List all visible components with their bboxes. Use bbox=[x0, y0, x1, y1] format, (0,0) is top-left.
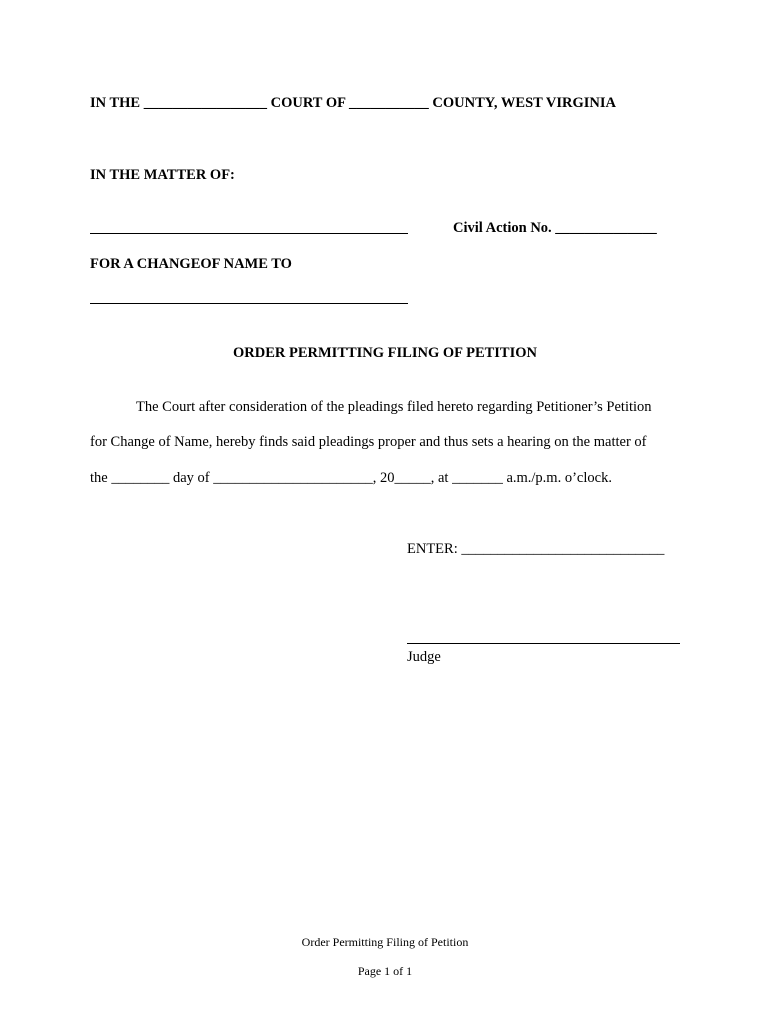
body-line-1: The Court after consideration of the pleadings filed hereto regarding Petitioner’s Petition bbox=[136, 399, 652, 415]
judge-signature-rule bbox=[407, 643, 680, 644]
enter-signature-line: ENTER: ____________________________ bbox=[407, 541, 665, 557]
footer-page-number: Page 1 of 1 bbox=[357, 964, 413, 978]
body-line-2: for Change of Name, hereby finds said pleadings proper and thus sets a hearing on the matter of bbox=[90, 434, 647, 450]
new-name-blank bbox=[90, 303, 408, 304]
petitioner-name-blank bbox=[90, 233, 408, 234]
change-of-name-label: FOR A CHANGEOF NAME TO bbox=[90, 256, 292, 272]
matter-label: IN THE MATTER OF: bbox=[90, 167, 235, 183]
judge-label: Judge bbox=[407, 649, 441, 665]
court-caption-line: IN THE _________________ COURT OF ___________ COUNTY, WEST VIRGINIA bbox=[90, 95, 617, 111]
body-line-3: the ________ day of ______________________, 20_____, at _______ a.m./p.m. o’clock. bbox=[90, 470, 612, 486]
civil-action-number: Civil Action No. ______________ bbox=[453, 220, 657, 236]
order-title: ORDER PERMITTING FILING OF PETITION bbox=[233, 345, 537, 361]
footer-document-title: Order Permitting Filing of Petition bbox=[301, 935, 469, 949]
